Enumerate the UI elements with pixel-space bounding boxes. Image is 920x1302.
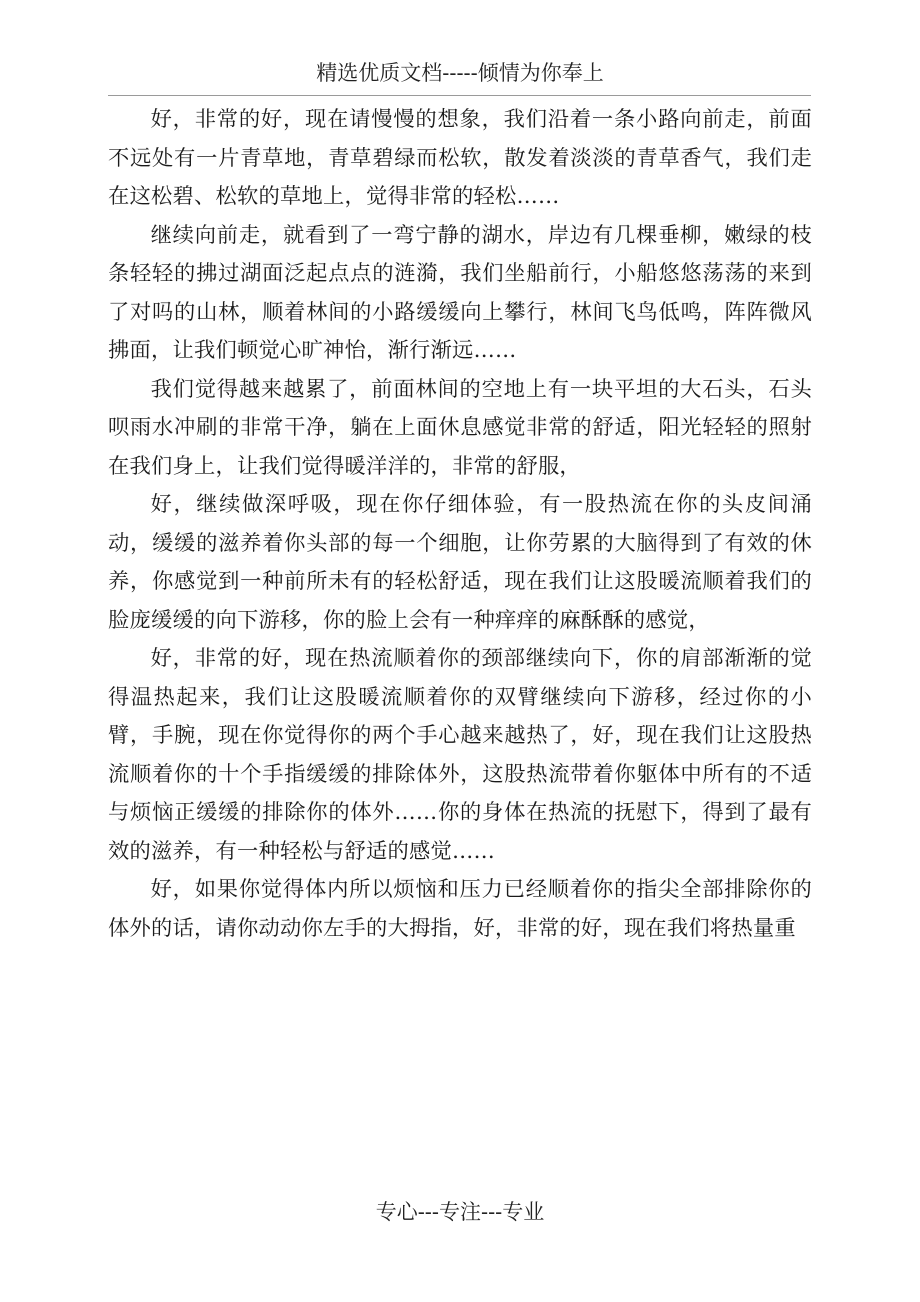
document-body <box>108 101 812 948</box>
paragraph: 好，非常的好，现在请慢慢的想象，我们沿着一条小路向前走，前面不远处有一片青草地，青草碧绿而松软，散发着淡淡的青草香气，我们走在这松碧、松软的草地上，觉得非常的轻松…… <box>108 107 812 209</box>
paragraph: 好，继续做深呼吸，现在你仔细体验，有一股热流在你的头皮间涌动，缓缓的滋养着你头部的每一个细胞，让你劳累的大脑得到了有效的休养，你感觉到一种前所未有的轻松舒适，现在我们让这股暖流顺着我们的脸庞缓缓的向下游移，你的脸上会有一种痒痒的麻酥酥的感觉， <box>108 492 812 633</box>
paragraph: 我们觉得越来越累了，前面林间的空地上有一块平坦的大石头，石头呗雨水冲刷的非常干净，躺在上面休息感觉非常的舒适，阳光轻轻的照射在我们身上，让我们觉得暖洋洋的，非常的舒服， <box>108 376 812 479</box>
page-footer: 专心---专注---专业 <box>375 1200 545 1224</box>
paragraph: 继续向前走，就看到了一弯宁静的湖水，岸边有几棵垂柳，嫩绿的枝条轻轻的拂过湖面泛起点点的涟漪，我们坐船前行，小船悠悠荡荡的来到了对吗的山林，顺着林间的小路缓缓向上攀行，林间飞鸟低鸣，阵阵微风拂面，让我们顿觉心旷神怡，渐行渐远…… <box>108 222 812 363</box>
page-header: 精选优质文档-----倾情为你奉上 <box>316 61 604 85</box>
paragraph: 好，如果你觉得体内所以烦恼和压力已经顺着你的指尖全部排除你的体外的话，请你动动你左手的大拇指，好，非常的好，现在我们将热量重 <box>108 877 812 941</box>
paragraph: 好，非常的好，现在热流顺着你的颈部继续向下，你的肩部渐渐的觉得温热起来，我们让这股暖流顺着你的双臂继续向下游移，经过你的小臂，手腕，现在你觉得你的两个手心越来越热了，好，现在我们让这股热流顺着你的十个手指缓缓的排除体外，这股热流带着你躯体中所有的不适与烦恼正缓缓的排除你的体外……你的身体在热流的抚慰下，得到了最有效的滋养，有一种轻松与舒适的感觉…… <box>108 646 812 864</box>
header-divider <box>108 95 811 96</box>
